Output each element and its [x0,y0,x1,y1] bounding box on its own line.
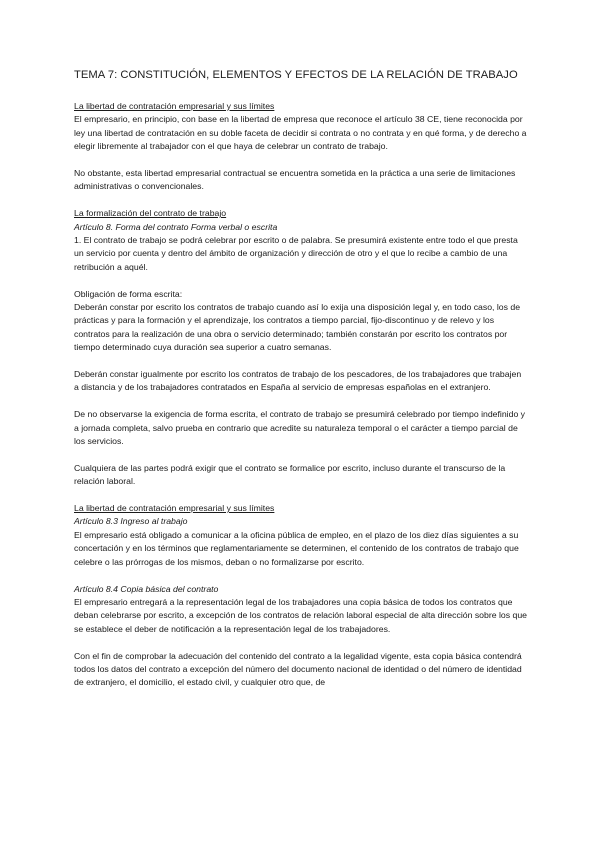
paragraph: Deberán constar igualmente por escrito los contratos de trabajo de los pescadores, de los trabajadores que trabajen a distancia y de los trabajadores contratados en España al servicio de empresas españolas en el extranjero. [74,369,522,393]
section-libertad-contratacion [74,100,528,194]
article-subheading: Artículo 8.3 Ingreso al trabajo [74,516,188,527]
paragraph: El empresario entregará a la representación legal de los trabajadores una copia básica de todos los contratos que deban celebrarse por escrito, a excepción de los contratos de relación laboral especial de alta dirección sobre los que se establece el deber de notificación a la representación legal de los trabajadores. [74,596,527,634]
paragraph: Con el fin de comprobar la adecuación del contenido del contrato a la legalidad vigente, esta copia básica contendrá todos los datos del contrato a excepción del número del documento nacional de identidad o del número de identidad de extranjero, el domicilio, el estado civil, y cualquier otro que, de [74,650,522,688]
paragraph: No obstante, esta libertad empresarial contractual se encuentra sometida en la práctica a una serie de limitaciones administrativas o convencionales. [74,168,516,192]
section-heading: La libertad de contratación empresarial y sus límites [74,101,275,111]
section-heading: La formalización del contrato de trabajo [74,208,227,219]
paragraph: Deberán constar por escrito los contratos de trabajo cuando así lo exija una disposición legal y, en todo caso, los de prácticas y para la formación y el aprendizaje, los contratos a tiempo parcial, fijo-discontinuo y de relevo y los contratos para la realización de una obra o servicio determinado; también constarán por escrito los contratos por tiempo determinado cuya duración sea superior a cuatro semanas. [74,302,521,353]
section-formalizacion-contrato [74,207,528,488]
page-title: TEMA 7: CONSTITUCIÓN, ELEMENTOS Y EFECTOS DE LA RELACIÓN DE TRABAJO [74,69,518,81]
section-ingreso-trabajo [74,502,528,690]
paragraph: De no observarse la exigencia de forma escrita, el contrato de trabajo se presumirá celebrado por tiempo indefinido y a jornada completa, salvo prueba en contrario que acredite su naturaleza temporal o el carácter a tiempo parcial de los servicios. [74,409,526,447]
paragraph: 1. El contrato de trabajo se podrá celebrar por escrito o de palabra. Se presumirá existente entre todo el que presta un servicio por cuenta y dentro del ámbito de organización y dirección de otro y el que lo recibe a cambio de una retribución a aquél. [74,235,518,272]
article-subheading: Artículo 8.4 Copia básica del contrato [74,583,219,594]
section-heading: La libertad de contratación empresarial y sus límites [74,503,275,514]
paragraph: Cualquiera de las partes podrá exigir que el contrato se formalice por escrito, incluso durante el transcurso de la relación laboral. [74,462,506,487]
article-subheading: Artículo 8. Forma del contrato Forma verbal o escrita [74,221,278,232]
paragraph: El empresario, en principio, con base en la libertad de empresa que reconoce el artículo 38 CE, tiene reconocida por ley una libertad de contratación en su doble faceta de decidir si contrata o no contrata y en qué forma, y de derecho a elegir libremente al trabajador con el que haya de celebrar un contrato de trabajo. [74,114,527,152]
paragraph-label: Obligación de forma escrita: [74,288,183,299]
paragraph: El empresario está obligado a comunicar a la oficina pública de empleo, en el plazo de los diez días siguientes a su concertación y en los términos que reglamentariamente se determinen, el contenido de los contratos de trabajo que celebre o las prórrogas de los mismos, deban o no formalizarse por escrito. [74,529,519,567]
